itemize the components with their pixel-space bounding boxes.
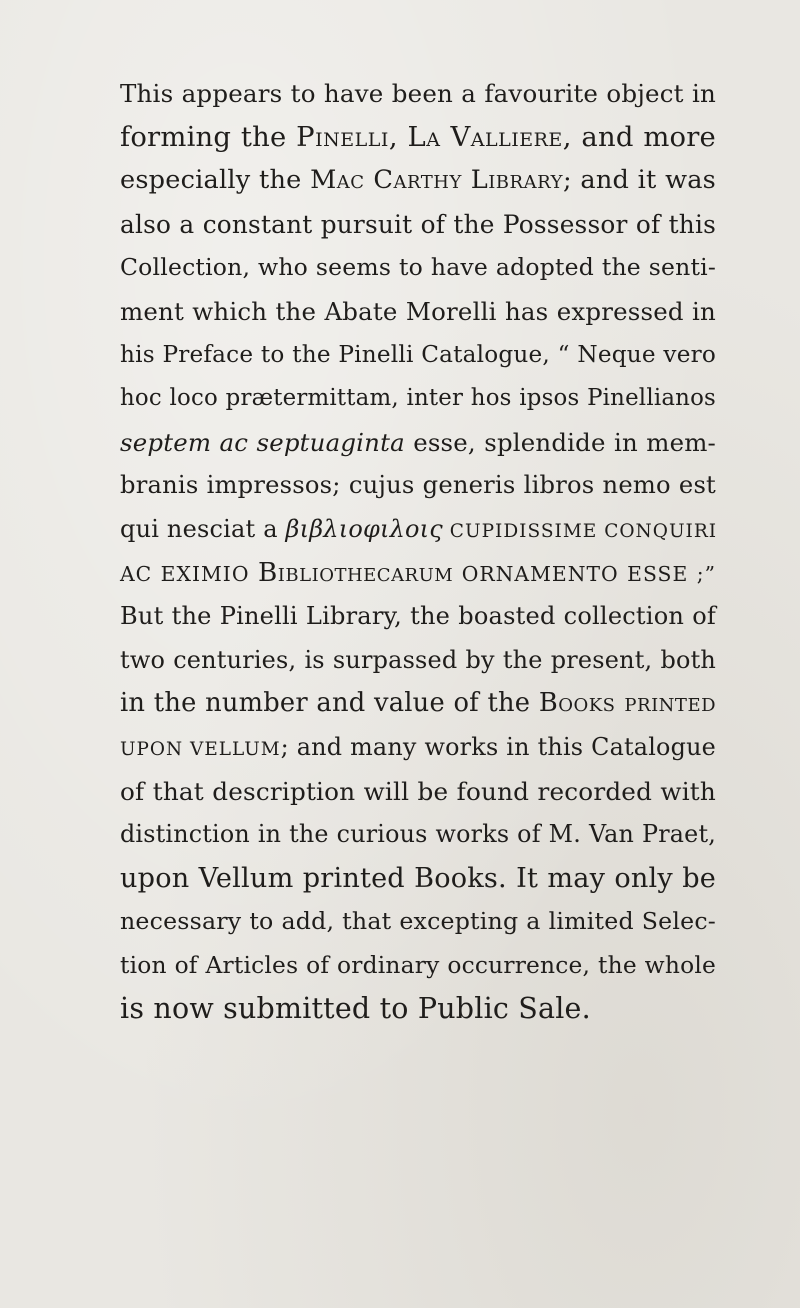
text-line — [120, 116, 716, 160]
text-line — [120, 246, 716, 290]
text-run: Bibliothecarum — [257, 557, 454, 588]
text-run: also a constant pursuit of the Possessor of this — [120, 209, 716, 239]
text-run: ; and many works in this Catalogue — [280, 732, 716, 761]
text-line — [120, 639, 716, 683]
text-run: especially the — [120, 165, 311, 196]
text-run: is now submitted to Public Sale. — [120, 992, 591, 1026]
text-run: distinction in the curious works of M. Van Praet, — [120, 820, 716, 849]
text-line — [120, 944, 716, 988]
text-line — [120, 72, 716, 116]
text-run: hoc loco prætermittam, inter hos ipsos Pinellianos — [120, 385, 716, 412]
text-line — [120, 726, 716, 770]
text-run: But the Pinelli Library, the boasted collection of — [120, 602, 716, 631]
text-line — [120, 552, 716, 596]
text-run: upon Vellum printed Books. It may only be — [120, 862, 716, 894]
text-run: Pinelli — [296, 121, 389, 153]
text-run: septem ac septuaginta — [120, 427, 405, 457]
text-line — [120, 595, 716, 639]
text-line — [120, 334, 716, 378]
text-run: This appears to have been a favourite object in — [120, 79, 716, 108]
text-run: forming the — [120, 121, 297, 153]
text-line — [120, 900, 716, 944]
body-paragraph — [120, 72, 716, 1031]
text-run: , — [388, 121, 408, 153]
text-run: esse, splendide in mem- — [404, 427, 716, 457]
text-line — [120, 377, 716, 421]
text-run: CUPIDISSIME CONQUIRI — [442, 520, 718, 542]
text-run: Mac Carthy Library — [310, 165, 563, 196]
text-run: necessary to add, that excepting a limited Selec- — [120, 907, 716, 936]
text-run: qui nesciat a — [120, 514, 286, 543]
text-run: branis impressos; cujus generis libros nemo est — [120, 471, 716, 500]
text-run: his Preface to the Pinelli Catalogue, “ Neque vero — [120, 341, 716, 368]
text-run: two centuries, is surpassed by the present, both — [120, 645, 716, 674]
text-run: βιβλιοφιλοις — [285, 514, 443, 543]
text-line — [120, 464, 716, 508]
text-run: Books printed — [538, 688, 717, 719]
text-run: tion of Articles of ordinary occurrence, the whole — [120, 950, 716, 979]
text-line — [120, 857, 716, 901]
text-run: La Valliere — [407, 121, 563, 153]
text-run: of that description will be found recorded with — [120, 776, 716, 806]
text-line — [120, 203, 716, 247]
text-line — [120, 770, 716, 814]
text-run: ORNAMENTO ESSE ;” — [453, 561, 716, 586]
text-line — [120, 813, 716, 857]
text-run: Collection, who seems to have adopted the senti- — [120, 253, 716, 282]
text-run: UPON VELLUM — [120, 738, 281, 760]
text-line — [120, 682, 716, 726]
text-line — [120, 159, 716, 203]
text-run: , and more — [562, 121, 716, 153]
text-run: in the number and value of the — [120, 688, 539, 719]
text-line — [120, 987, 716, 1031]
text-line — [120, 421, 716, 465]
text-run: ; and it was — [562, 165, 716, 196]
text-run: AC EXIMIO — [120, 561, 258, 586]
text-line — [120, 508, 716, 552]
text-line — [120, 290, 716, 334]
text-run: ment which the Abate Morelli has expressed in — [120, 296, 716, 326]
